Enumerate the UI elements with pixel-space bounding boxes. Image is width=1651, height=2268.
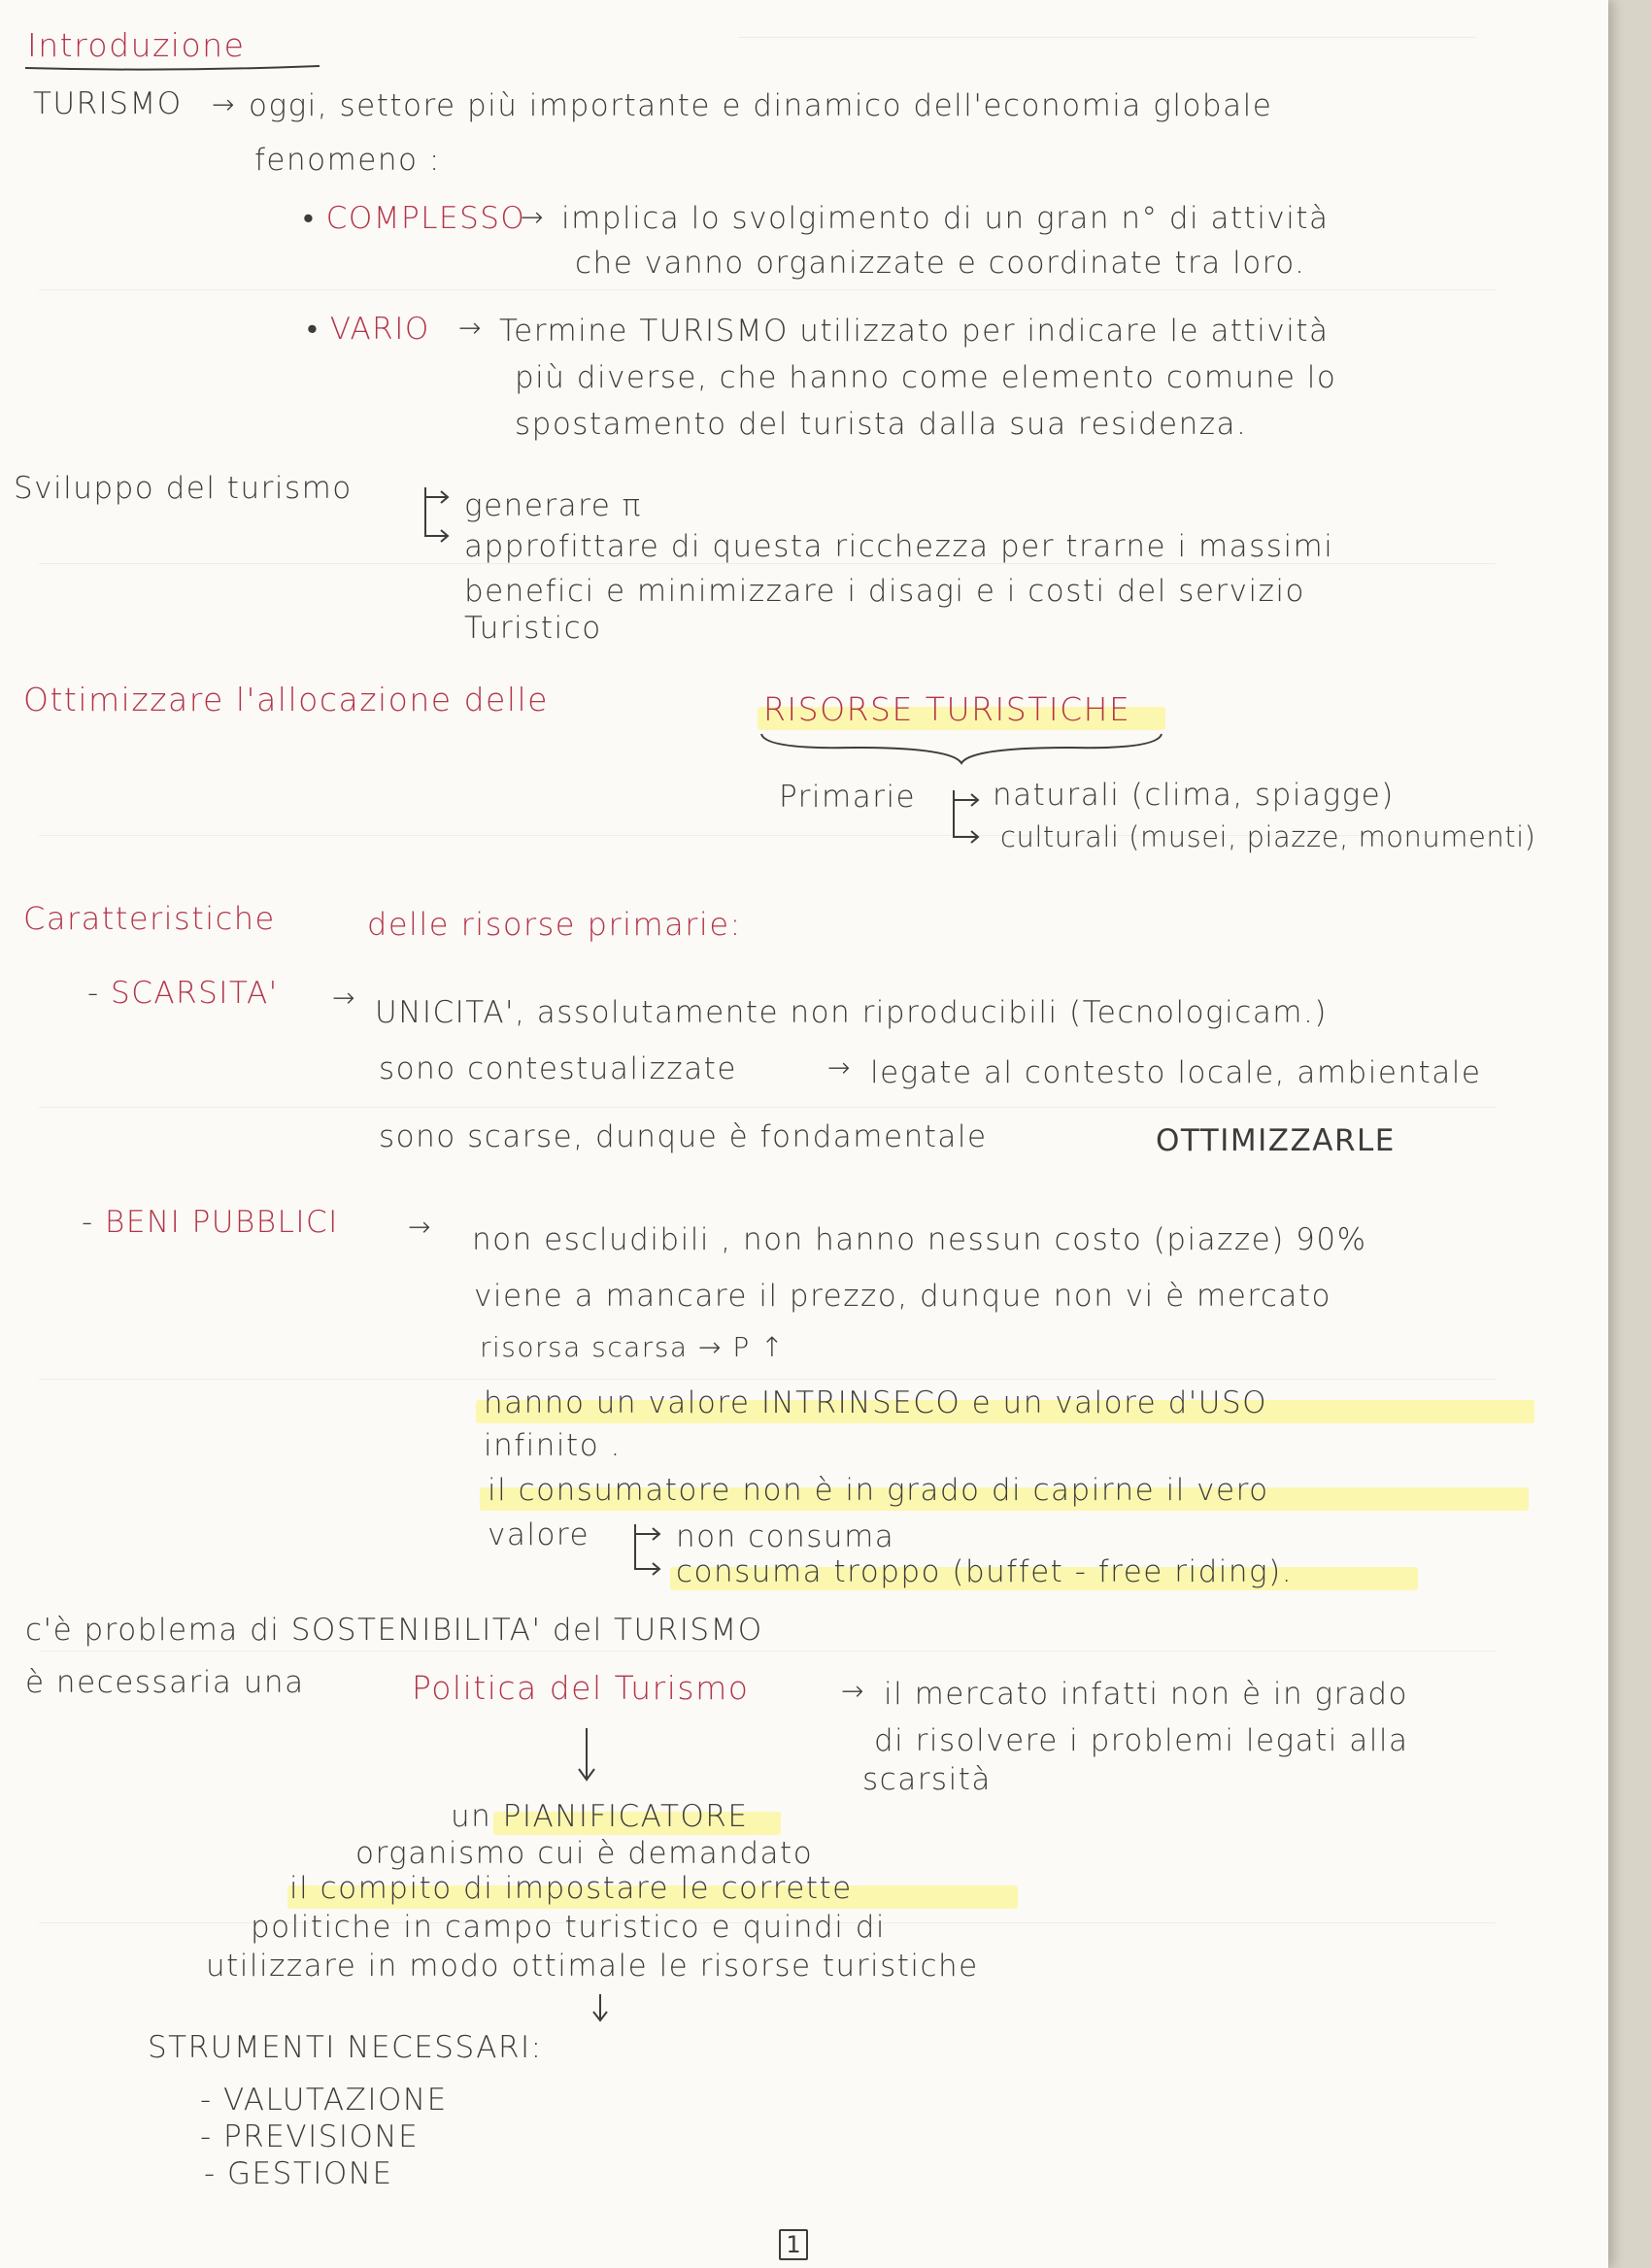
- right-arrow-icon: →: [827, 1051, 851, 1084]
- pianificatore-line2: organismo cui è demandato: [355, 1836, 814, 1871]
- strumenti-label: STRUMENTI NECESSARI:: [148, 2030, 543, 2065]
- caratteristiche-heading-part2: delle risorse primarie:: [367, 906, 742, 943]
- right-arrow-icon: →: [332, 982, 355, 1014]
- turismo-desc: oggi, settore più importante e dinamico dell'economia globale: [249, 88, 1273, 123]
- vario-label: VARIO: [329, 312, 430, 347]
- vario-line3: spostamento del turista dalla sua residenza.: [515, 407, 1248, 442]
- vario-line2: più diverse, che hanno come elemento comune lo: [515, 360, 1337, 395]
- politica-line-b: Politica del Turismo: [412, 1669, 750, 1707]
- right-arrow-icon: →: [212, 88, 235, 120]
- complesso-row: [303, 201, 526, 236]
- scarsita-line2b: legate al contesto locale, ambientale: [870, 1055, 1482, 1090]
- sostenibilita-line: c'è problema di SOSTENIBILITA' del TURISMO: [25, 1613, 763, 1648]
- scarsita-line3b: OTTIMIZZARLE: [1156, 1123, 1396, 1158]
- beni-line2: viene a mancare il prezzo, dunque non vi è mercato: [474, 1279, 1332, 1314]
- strumento-item: - VALUTAZIONE: [200, 2083, 448, 2118]
- sviluppo-item2-line2: benefici e minimizzare i disagi e i costi del servizio: [464, 574, 1305, 609]
- beni-line1: non escludibili , non hanno nessun costo (piazze) 90%: [472, 1222, 1367, 1257]
- primarie-label: Primarie: [779, 780, 917, 815]
- title-underline: [23, 62, 324, 76]
- vario-line1: Termine TURISMO utilizzato per indicare le attività: [499, 314, 1330, 349]
- down-arrow-icon: [575, 1726, 598, 1784]
- branch-arrow-icon: [946, 788, 989, 849]
- brace-icon: [758, 730, 1165, 769]
- right-arrow-icon: →: [841, 1675, 864, 1707]
- dash: -: [87, 976, 112, 1011]
- page-number: 1: [779, 2229, 808, 2260]
- politica-line-c: il mercato infatti non è in grado: [884, 1677, 1409, 1712]
- politica-line3: di risolvere i problemi legati alla: [874, 1723, 1409, 1758]
- right-arrow-icon: →: [458, 312, 482, 344]
- scarsita-line1: UNICITA', assolutamente non riproducibili (Tecnologicam.): [375, 995, 1328, 1030]
- complesso-label: COMPLESSO: [325, 201, 526, 236]
- scarsita-line2a: sono contestualizzate: [379, 1051, 737, 1086]
- beni-line5: infinito .: [484, 1428, 622, 1463]
- beni-label: BENI PUBBLICI: [105, 1205, 339, 1240]
- sviluppo-item2-line3: Turistico: [464, 611, 602, 646]
- culturali-item: culturali (musei, piazze, monumenti): [1000, 820, 1536, 853]
- beni-line6: il consumatore non è in grado di capirne il vero: [488, 1473, 1269, 1508]
- right-arrow-icon: →: [521, 201, 544, 233]
- bleed-line: [39, 1379, 1496, 1380]
- sviluppo-label: Sviluppo del turismo: [14, 471, 353, 506]
- beni-line4: hanno un valore INTRINSECO e un valore d'USO: [484, 1385, 1268, 1420]
- pianificatore-line3: il compito di impostare le corrette: [289, 1871, 853, 1906]
- politica-line-a: è necessaria una: [25, 1665, 305, 1700]
- risorse-heading-part1: Ottimizzare l'allocazione delle: [23, 681, 549, 718]
- sviluppo-item1: generare π: [464, 488, 642, 523]
- beni-line8: consuma troppo (buffet - free riding).: [676, 1554, 1294, 1589]
- complesso-line1: implica lo svolgimento di un gran n° di attività: [561, 201, 1330, 236]
- bullet: •: [307, 312, 330, 347]
- right-arrow-icon: →: [408, 1211, 431, 1243]
- fenomeno-label: fenomeno :: [254, 143, 441, 178]
- beni-line7b: non consuma: [676, 1519, 895, 1554]
- scarsita-label: SCARSITA': [111, 976, 279, 1011]
- scarsita-row: [87, 976, 279, 1011]
- dash: -: [82, 1205, 106, 1240]
- sviluppo-item2-line1: approfittare di questa ricchezza per trarne i massimi: [464, 529, 1334, 564]
- beni-line3: risorsa scarsa → P ↑: [480, 1331, 786, 1363]
- complesso-line2: che vanno organizzate e coordinate tra loro.: [575, 246, 1306, 281]
- turismo-label: TURISMO: [33, 86, 183, 121]
- risorse-heading-part2: RISORSE TURISTICHE: [763, 690, 1131, 728]
- intro-title: Introduzione: [27, 26, 246, 64]
- bleed-line: [39, 1107, 1496, 1108]
- down-arrow-icon: [589, 1992, 612, 2025]
- politica-line4: scarsità: [862, 1762, 992, 1797]
- naturali-item: naturali (clima, spiagge): [993, 778, 1395, 813]
- bullet: •: [303, 201, 326, 236]
- pianificatore-line5: utilizzare in modo ottimale le risorse turistiche: [206, 1949, 979, 1984]
- strumento-item: - GESTIONE: [204, 2156, 393, 2191]
- branch-arrow-icon: [418, 485, 456, 546]
- scarsita-line3a: sono scarse, dunque è fondamentale: [379, 1119, 988, 1154]
- branch-arrow-icon: [627, 1522, 670, 1583]
- caratteristiche-heading-part1: Caratteristiche: [23, 900, 276, 937]
- bleed-line: [738, 37, 1476, 38]
- pianificatore-line4: politiche in campo turistico e quindi di: [251, 1910, 886, 1945]
- bleed-line: [39, 289, 1496, 290]
- beni-row: [82, 1205, 339, 1240]
- strumento-item: - PREVISIONE: [200, 2119, 420, 2154]
- vario-row: [307, 312, 430, 347]
- beni-line7a: valore: [488, 1518, 590, 1552]
- pianificatore-line1: un PIANIFICATORE: [451, 1799, 749, 1834]
